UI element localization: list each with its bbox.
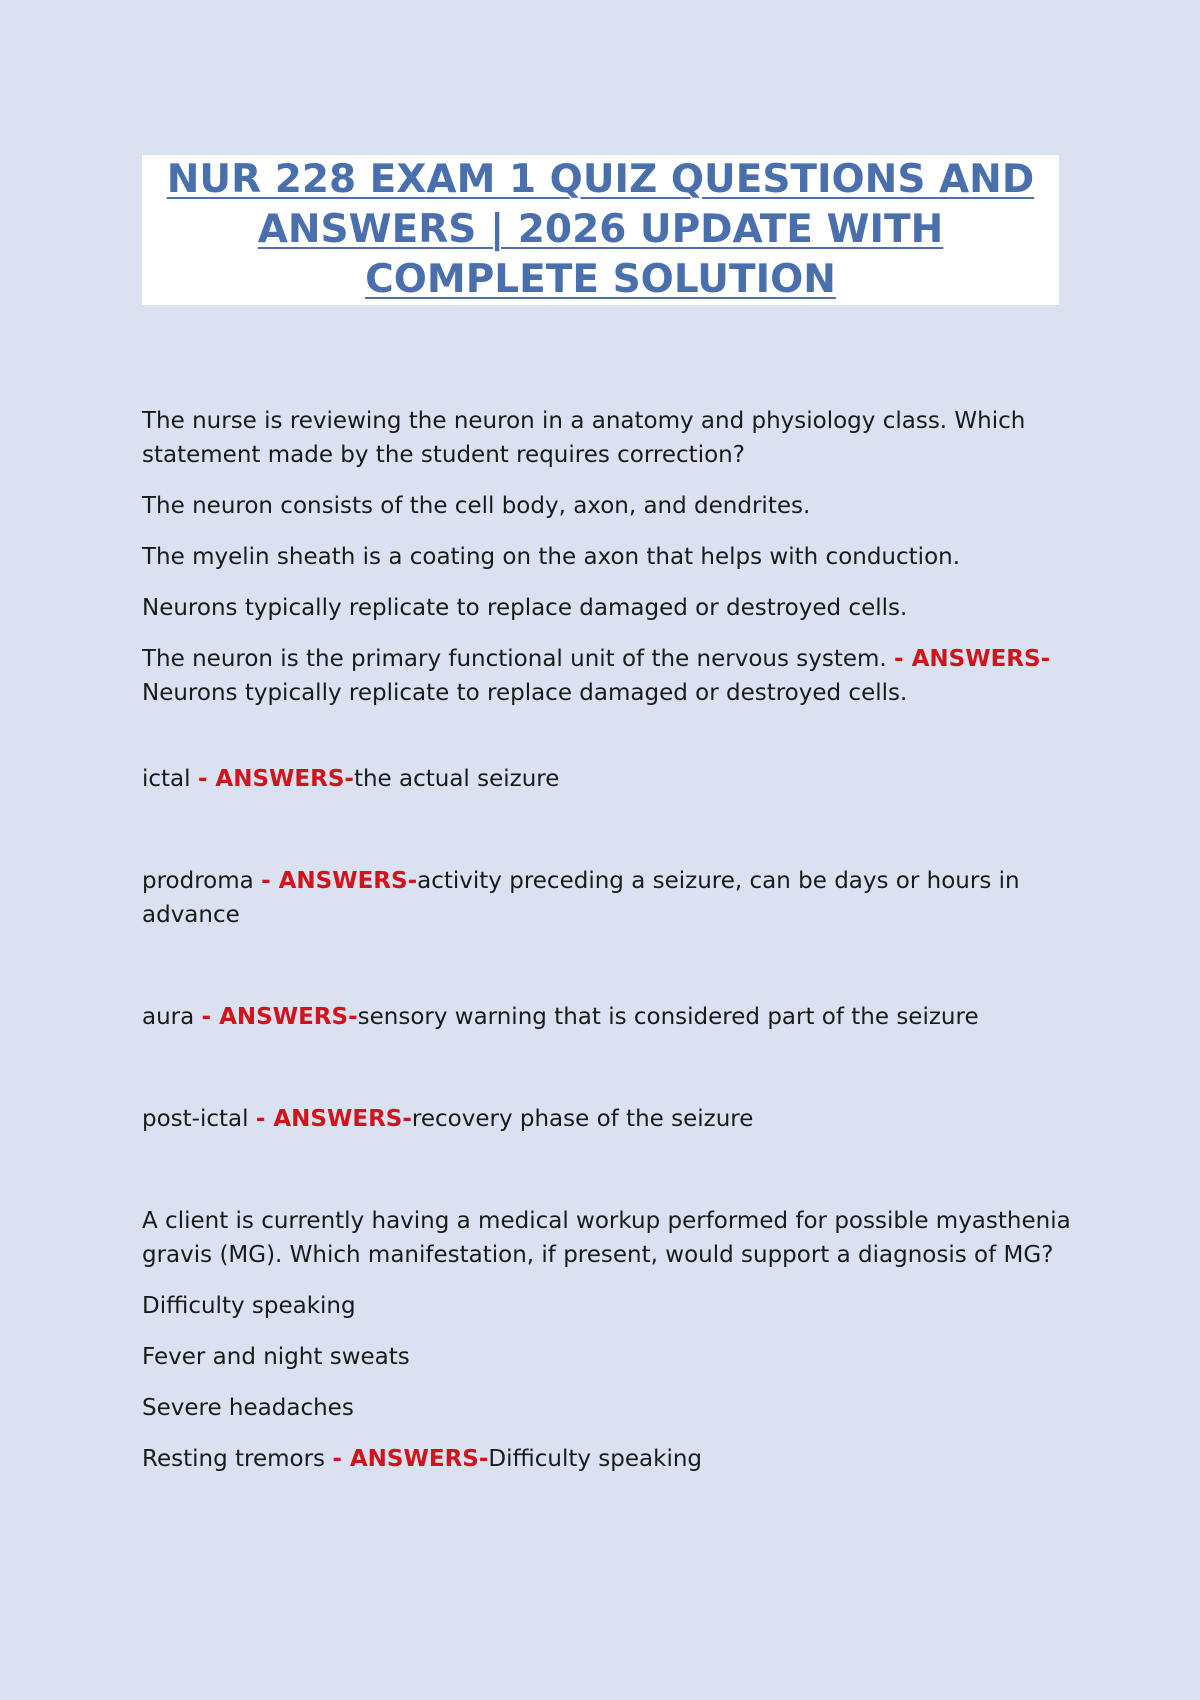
answer-marker: - ANSWERS- [261,868,418,894]
term-label: prodroma [142,868,254,894]
question-1-option-d: The neuron is the primary functional unit of the nervous system. [142,646,887,672]
term-label: aura [142,1004,195,1030]
term-aura [142,1000,1072,1034]
question-2-option-c: Severe headaches [142,1395,354,1421]
term-definition: the actual seizure [353,766,560,792]
question-2-option-b: Fever and night sweats [142,1344,410,1370]
document-body [142,404,1072,1493]
term-definition: recovery phase of the seizure [411,1106,754,1132]
question-2-option-d-with-answer [142,1442,1072,1476]
term-post-ictal [142,1102,1072,1136]
answer-marker: - ANSWERS- [255,1106,412,1132]
answer-marker: - ANSWERS- [332,1446,489,1472]
term-label: ictal [142,766,191,792]
document-title[interactable]: NUR 228 EXAM 1 QUIZ QUESTIONS AND ANSWERS | 2026 UPDATE WITH COMPLETE SOLUTION [166,157,1035,302]
question-1-text: The nurse is reviewing the neuron in a anatomy and physiology class. Which statement made by the student requires correction? [142,408,1026,468]
question-1-option-b: The myelin sheath is a coating on the axon that helps with conduction. [142,544,961,570]
question-2-option-d: Resting tremors [142,1446,326,1472]
title-box [142,155,1059,305]
question-2-text: A client is currently having a medical workup performed for possible myasthenia gravis (MG). Which manifestation, if present, would support a diagnosis of MG? [142,1208,1071,1268]
answer-marker: - ANSWERS- [201,1004,358,1030]
answer-marker: - ANSWERS- [197,766,354,792]
answer-marker: - ANSWERS- [894,646,1051,672]
question-2-option-a: Difficulty speaking [142,1293,356,1319]
term-ictal [142,762,1072,796]
term-definition: activity preceding a seizure, can be days or hours in advance [142,868,1020,928]
question-2-answer: Difficulty speaking [488,1446,703,1472]
question-1-option-a: The neuron consists of the cell body, axon, and dendrites. [142,493,811,519]
question-1-option-d-with-answer [142,642,1072,710]
term-prodroma [142,864,1072,932]
term-definition: sensory warning that is considered part of the seizure [357,1004,979,1030]
question-1-answer: Neurons typically replicate to replace damaged or destroyed cells. [142,680,908,706]
term-label: post-ictal [142,1106,249,1132]
question-1-option-c: Neurons typically replicate to replace damaged or destroyed cells. [142,595,908,621]
